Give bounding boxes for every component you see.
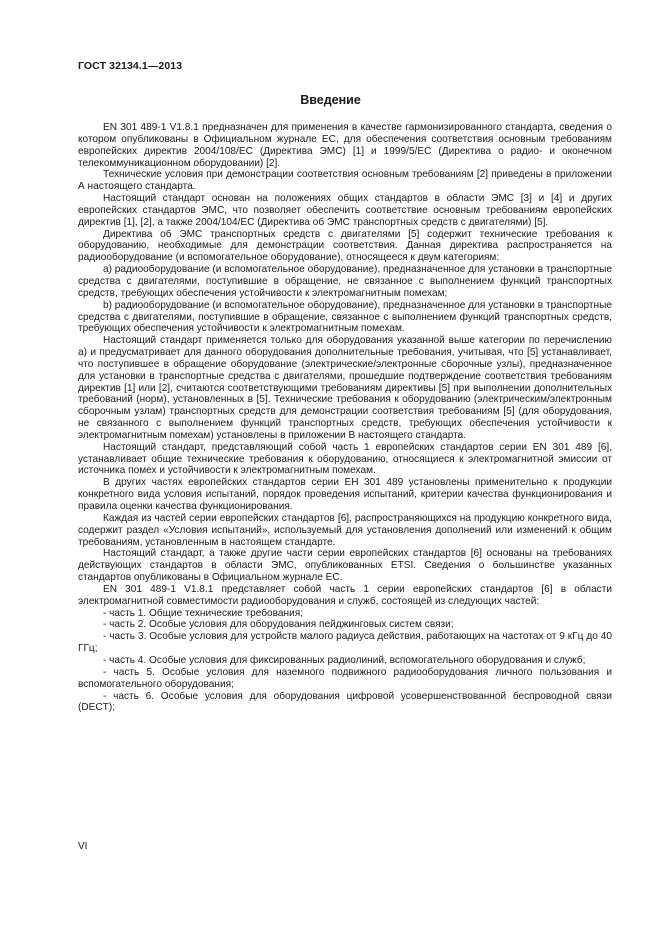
list-item: - часть 2. Особые условия для оборудования пейджинговых систем связи; xyxy=(103,619,454,631)
paragraph: Каждая из частей серии европейских стандартов [6], распространяющихся на продукцию конкретного вида, содержит раздел «Условия испытаний», используемый для установления дополнений или изменений к общим требованиям, установленным в настоящем стандарте. xyxy=(78,512,612,548)
paragraph: Настоящий стандарт, представляющий собой часть 1 европейских стандартов серии EN 301 489 [6], устанавливает общие технические требования к оборудованию, относящиеся к электромагнитной эмиссии от источника помех и устойчивости к электромагнитным помехам. xyxy=(78,441,612,477)
paragraph: В других частях европейских стандартов серии EH 301 489 установлены применительно к продукции конкретного вида условия испытаний, порядок проведения испытаний, критерии качества функционирования и правила оценки качества функционирования. xyxy=(78,477,612,512)
paragraph: EN 301 489-1 V1.8.1 представляет собой часть 1 серии европейских стандартов [6] в области электромагнитной совместимости радиооборудования и служб, состоящей из следующих частей: xyxy=(78,583,612,607)
section-title: Введение xyxy=(300,93,361,107)
document-header: ГОСТ 32134.1—2013 xyxy=(78,60,183,72)
paragraph: Настоящий стандарт основан на положениях общих стандартов в области ЭМС [3] и [4] и других европейских стандартов ЭМС, что позволяет обеспечить соответствие основным требованиям европейских директив [1], [2], а также 2004/104/ЕС (Директива об ЭМС транспортных средств с двигателями) [5]. xyxy=(78,193,612,228)
list-item: a) радиооборудование (и вспомогательное оборудование), предназначенное для установки в транспортные средства с двигателями, поступившие в обращение, не связанное с выполнением функций транспортных средств, требующих обеспечения устойчивости к электромагнитным помехам; xyxy=(78,264,612,299)
page-number: VI xyxy=(78,841,88,852)
paragraph: Настоящий стандарт применяется только для оборудования указанной выше категории по перечислению а) и предусматривает для данного оборудования дополнительные требования, учитывая, что [5] устанавливает, что поступившее в обращение оборудование (электрические/электронные сборочные узлы), предназначенное для установки в транспортные средства с двигателями, прошедшие подтверждение соответствия требованиям директив [1] или [2], считаются соответствующими требованиям директивы [5] при выполнении дополнительных требований (норм), установленных в [5]. Технические требования к оборудованию (электрическим/электронным сборочным узлам) транспортных средств для демонстрации соответствия требованиям [5] (для оборудования, не связанного с выполнением функций транспортных средств, требующих обеспечения устойчивости к электромагнитным помехам) установлены в приложении В настоящего стандарта. xyxy=(78,335,612,441)
list-item: - часть 4. Особые условия для фиксированных радиолиний, вспомогательного оборудования и служб; xyxy=(103,654,586,666)
list-item: b) радиооборудование (и вспомогательное оборудование), предназначенное для установки в транспортные средства с двигателями, поступившие в обращение, связанное с выполнением функций транспортных средств, требующих обеспечения устойчивости к электромагнитным помехам. xyxy=(78,299,612,335)
paragraph: Директива об ЭМС транспортных средств с двигателями [5] содержит технические требования к оборудованию, необходимые для демонстрации соответствия. Данная директива распространяется на радиооборудование (и вспомогательное оборудование), относящееся к двум категориям: xyxy=(78,228,612,264)
paragraph: EN 301 489-1 V1.8.1 предназначен для применения в качестве гармонизированного стандарта, сведения о котором опубликованы в Официальном журнале ЕС, для обеспечения соответствия основным требованиям европейских директив 2004/108/ЕС (Директива ЭМС) [1] и 1999/5/ЕС (Директива о радио- и оконечном телекоммуникационном оборудовании) [2]. xyxy=(78,122,612,169)
paragraph: Настоящий стандарт, а также другие части серии европейских стандартов [6] основаны на требованиях действующих стандартов в области ЭМС, опубликованных ETSI. Сведения о большинстве указанных стандартов опубликованы в Официальном журнале ЕС. xyxy=(78,548,612,584)
list-item: - часть 3. Особые условия для устройств малого радиуса действия, работающих на частотах от 9 кГц до 40 ГГц; xyxy=(78,631,612,655)
list-item: - часть 1. Общие технические требования; xyxy=(103,607,304,619)
list-item: - часть 6. Особые условия для оборудования цифровой усовершенствованной беспроводной связи (DECT); xyxy=(78,690,612,714)
document-body xyxy=(78,122,612,714)
list-item: - часть 5. Особые условия для наземного подвижного радиооборудования личного пользования и вспомогательного оборудования; xyxy=(78,666,612,690)
paragraph: Технические условия при демонстрации соответствия основным требованиям [2] приведены в приложении А настоящего стандарта. xyxy=(78,169,612,193)
